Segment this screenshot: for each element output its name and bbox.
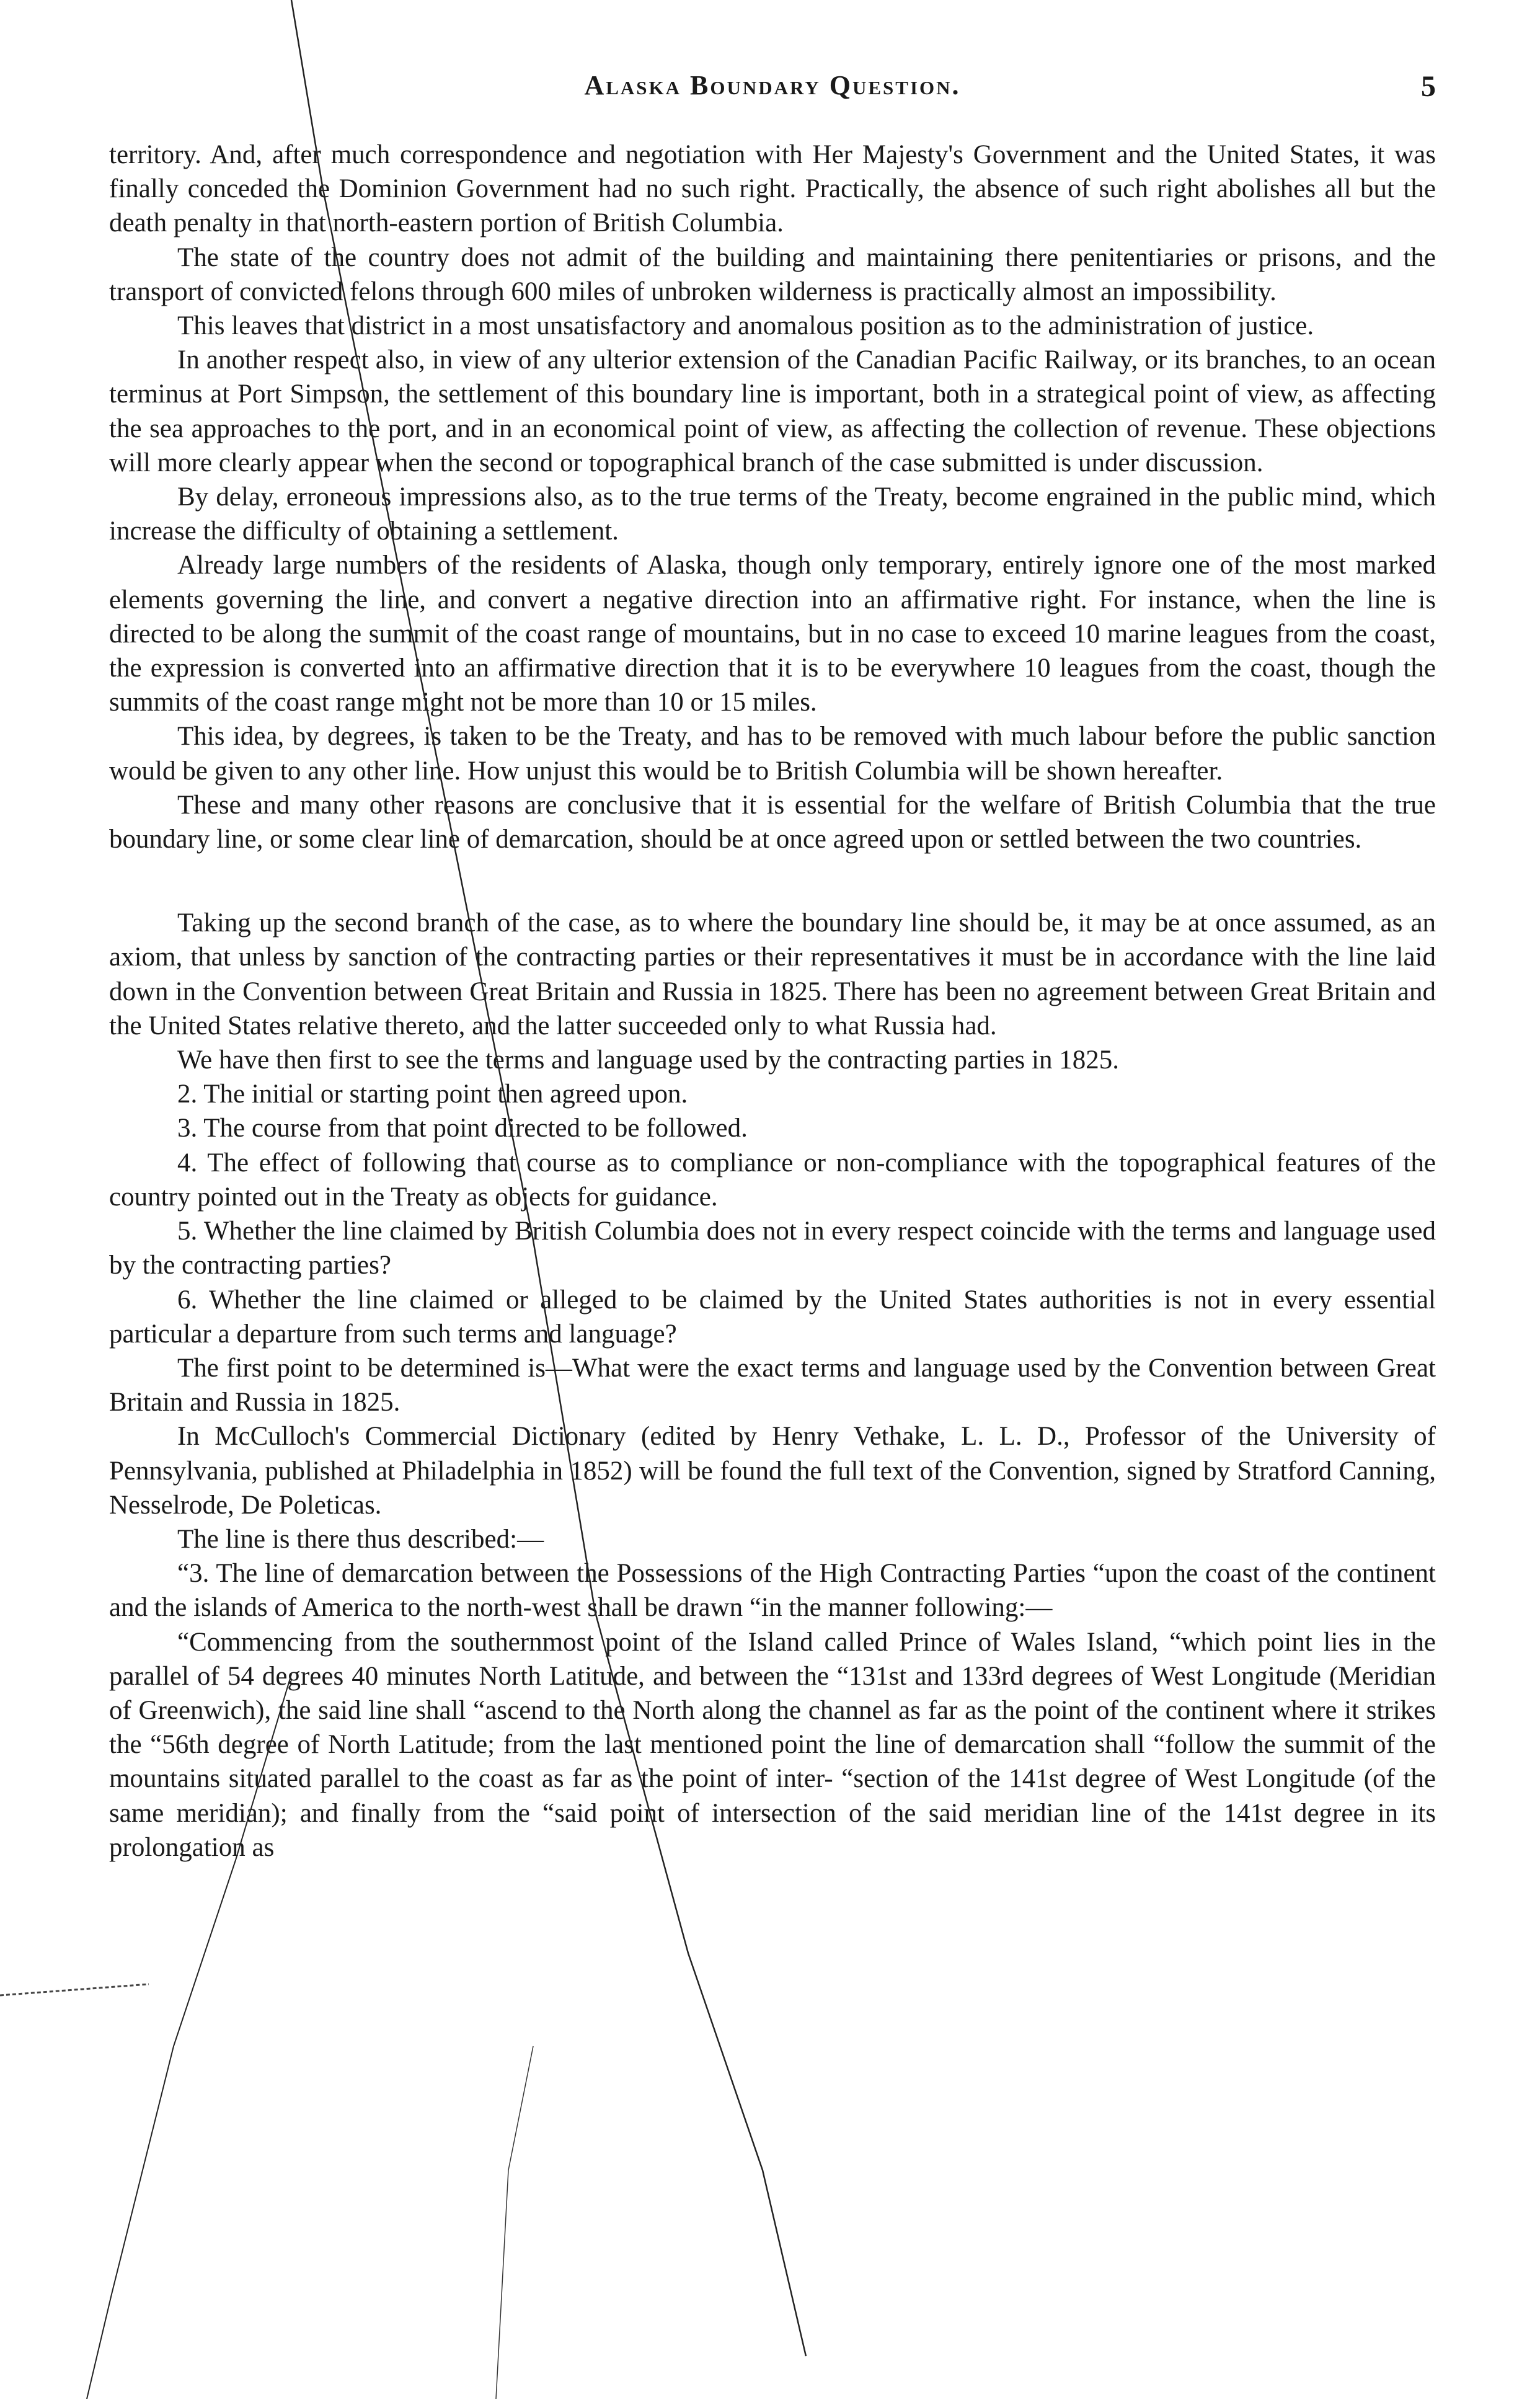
paragraph: We have then first to see the terms and language used by the contracting parties in 1825. [177, 1045, 1119, 1075]
document-body [109, 138, 1436, 1865]
list-item: 5. Whether the line claimed by British Columbia does not in every respect coincide with the terms and language used by the contracting parties? [109, 1217, 1436, 1280]
paragraph: Taking up the second branch of the case, as to where the boundary line should be, it may be at once assumed, as an axiom, that unless by sanction of the contracting parties or their representatives it must be in accordance with the line laid down in the Convention between Great Britain and Russia in 1825. There has been no agreement between Great Britain and the United States relative thereto, and the latter succeeded only to what Russia had. [109, 908, 1436, 1040]
paragraph: territory. And, after much correspondence and negotiation with Her Majesty's Government and the United States, it was finally conceded the Dominion Government had no such right. Practically, the absence of such right abolishes all but the death penalty in that north-eastern portion of British Columbia. [109, 140, 1436, 238]
running-head: Alaska Boundary Question. [584, 70, 961, 100]
list-item: 3. The course from that point directed to be followed. [177, 1114, 748, 1143]
list-item: 4. The effect of following that course as to compliance or non-compliance with the topographical features of the country pointed out in the Treaty as objects for guidance. [109, 1148, 1436, 1212]
paragraph: The line is there thus described:— [177, 1524, 544, 1554]
paragraph: Already large numbers of the residents of Alaska, though only temporary, entirely ignore one of the most marked elements governing the line, and convert a negative direction into an affirmative right. For instance, when the line is directed to be along the summit of the coast range of mountains, but in no case to exceed 10 marine leagues from the coast, the expression is converted into an affirmative direction that it is to be everywhere 10 leagues from the coast, though the summits of the coast range might not be more than 10 or 15 miles. [109, 551, 1436, 717]
paragraph: “Commencing from the southernmost point of the Island called Prince of Wales Island, “which point lies in the parallel of 54 degrees 40 minutes North Latitude, and between the “131st and 133rd degrees of West Longitude (Meridian of Greenwich), the said line shall “ascend to the North along the channel as far as the point of the continent where it strikes the “56th degree of North Latitude; from the last mentioned point the line of demarcation shall “follow the summit of the mountains situated parallel to the coast as far as the point of inter- “section of the 141st degree of West Longitude (of the same meridian); and finally from the “said point of intersection of the said meridian line of the 141st degree in its prolongation as [109, 1627, 1436, 1862]
paragraph: This leaves that district in a most unsatisfactory and anomalous position as to the administration of justice. [177, 311, 1314, 341]
paragraph: In McCulloch's Commercial Dictionary (edited by Henry Vethake, L. L. D., Professor of the University of Pennsylvania, published at Philadelphia in 1852) will be found the full text of the Convention, signed by Stratford Canning, Nesselrode, De Poleticas. [109, 1422, 1436, 1520]
section-break [109, 856, 1436, 906]
paragraph: These and many other reasons are conclusive that it is essential for the welfare of British Columbia that the true boundary line, or some clear line of demarcation, should be at once agreed upon or settled between the two countries. [109, 790, 1436, 854]
list-item: 6. Whether the line claimed or alleged to be claimed by the United States authorities is not in every essential particular a departure from such terms and language? [109, 1285, 1436, 1349]
page-number: 5 [1421, 70, 1436, 103]
page-header [109, 69, 1436, 107]
paragraph: “3. The line of demarcation between the Possessions of the High Contracting Parties “upon the coast of the continent and the islands of America to the north-west shall be drawn “in the manner following:— [109, 1559, 1436, 1623]
paragraph: This idea, by degrees, is taken to be the Treaty, and has to be removed with much labour before the public sanction would be given to any other line. How unjust this would be to British Columbia will be shown hereafter. [109, 722, 1436, 786]
paragraph: The first point to be determined is—What were the exact terms and language used by the Convention between Great Britain and Russia in 1825. [109, 1353, 1436, 1417]
list-item: 2. The initial or starting point then agreed upon. [177, 1080, 688, 1109]
paragraph: The state of the country does not admit of the building and maintaining there penitentiaries or prisons, and the transport of convicted felons through 600 miles of unbroken wilderness is practically almost an impossibility. [109, 242, 1436, 306]
paragraph: By delay, erroneous impressions also, as to the true terms of the Treaty, become engrained in the public mind, which increase the difficulty of obtaining a settlement. [109, 482, 1436, 546]
paragraph: In another respect also, in view of any ulterior extension of the Canadian Pacific Railway, or its branches, to an ocean terminus at Port Simpson, the settlement of this boundary line is important, both in a strategical point of view, as affecting the sea approaches to the port, and in an economical point of view, as affecting the collection of revenue. These objections will more clearly appear when the second or topographical branch of the case submitted is under discussion. [109, 345, 1436, 477]
